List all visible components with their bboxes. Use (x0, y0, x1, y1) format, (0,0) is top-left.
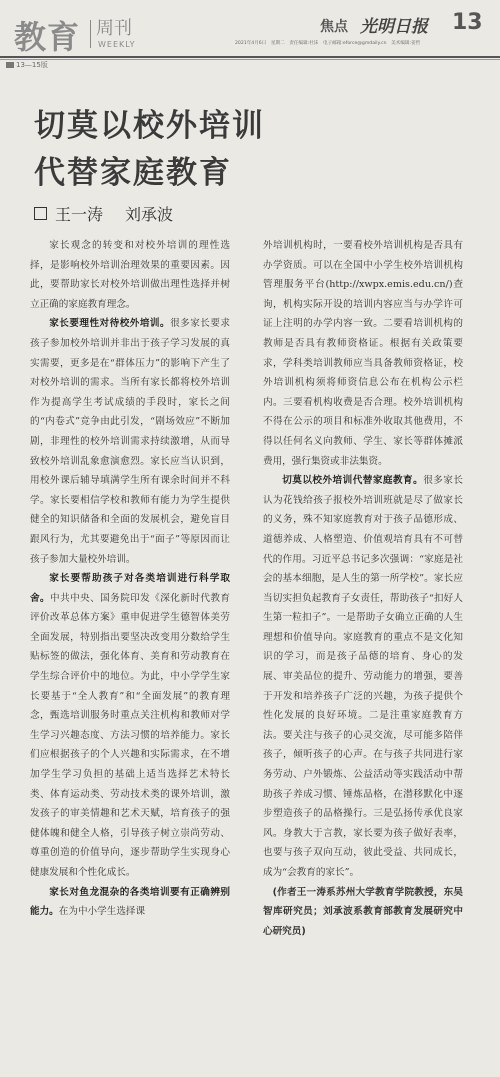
paragraph-lead: 家长要理性对待校外培训。 (49, 318, 171, 330)
author-note: (作者王一涛系苏州大学教育学院教授，东吴智库研究员；刘承波系教育部教育发展研究中心研究员) (263, 886, 463, 937)
author-name: 刘承波 (125, 205, 174, 224)
weekly-label: 周刊 (96, 18, 132, 39)
paragraph-lead: 家长对鱼龙混杂的各类培训要有正确辨别能力。 (30, 886, 230, 918)
byline-box-icon (34, 207, 47, 220)
paragraph-text: 在为中小学生选择课 (58, 906, 146, 918)
section-title: 教育 (14, 18, 81, 56)
article-headline (34, 103, 265, 197)
paragraph-text: 很多家长要求孩子参加校外培训并非出于孩子学习发展的真实需要，更多是在“群体压力”的影响下产生了对校外培训的需求。当所有家长都将校外培训作为提高学生考试成绩的手段时，家长之间的“内卷式”竞争由此引发，“剧场效应”不断加剧，非理性的校外培训需求持续激增，从而导致校外培训乱象愈演愈烈。家长应当认识到，用校外课后辅导填满学生所有课余时间并不科学。家长要相信学校和教师有能力为学生提供健全的知识储备和全面的发展机会，避免盲目跟风行为，尤其要避免出于“面子”等原因而让孩子参加大量校外培训。 (30, 318, 231, 565)
paragraph-text: 外培训机构时，一要看校外培训机构是否具有办学资质。可以在全国中小学生校外培训机构管理服务平台(http://xwpx.emis.edu.cn/)查询，机构实际开设的培训内容应当与办学许可证上注明的办学内容一致。二要看培训机构的教师是否具有教师资格证。根据有关政策要求，学科类培训教师应当具备教师资格证，校外培训机构须将师资信息公布在机构公示栏内。三要看机构收费是否合理。校外培训机构不得在公示的项目和标准外收取其他费用，不得以任何名义向教师、学生、家长等群体摊派费用，强行集资或非法集资。 (263, 240, 463, 467)
article-paragraph (30, 883, 230, 922)
headline-line-1: 切莫以校外培训 (34, 108, 265, 144)
paragraph-text: 家长观念的转变和对校外培训的理性选择，是影响校外培训治理效果的重要因素。因此，要帮助家长对校外培训做出理性选择并树立正确的家庭教育理念。 (30, 240, 230, 310)
masthead (0, 0, 500, 62)
page-range: 13—15版 (6, 60, 48, 70)
byline (34, 202, 187, 225)
paragraph-lead: 家长要帮助孩子对各类培训进行科学取舍。 (30, 573, 230, 604)
article-paragraph (263, 236, 463, 471)
focus-label: 焦点 (320, 19, 348, 35)
masthead-rule (0, 56, 500, 58)
paragraph-text: 中共中央、国务院印发《深化新时代教育评价改革总体方案》重申促进学生德智体美劳全面发展，特别指出要坚决改变用分数给学生贴标签的做法，强化体育、美育和劳动教育在学生综合评价中的地位。为此，中小学学生家长要基于“全人教育”和“全面发展”的教育理念，甄选培训服务时重点关注机构和教师对学生学习兴趣态度、方法习惯的培养能力。家长们应根据孩子的个人兴趣和实际需求，在不增加学生学习负担的基础上适当选择艺术特长类、体育运动类、劳动技术类的课外培训，激发孩子的审美情趣和艺术天赋，培育孩子的强健体魄和健全人格，引导孩子树立崇尚劳动、尊重创造的价值导向，逐步帮助学生实现身心健康发展和个性化成长。 (30, 592, 231, 878)
headline-line-2: 代替家庭教育 (34, 155, 232, 191)
article-paragraph (30, 314, 230, 569)
newspaper-logo: 光明日报 (360, 17, 428, 37)
masthead-divider (90, 20, 91, 48)
page-number: 13 (452, 10, 483, 35)
article-column-right (263, 236, 463, 1066)
article-paragraph (263, 471, 463, 882)
edition-info: 2021年4月6日 星期二 责任编辑:杜沫 电子邮箱:eforce@gmdaily.cn 美术编辑:姜哲 (235, 41, 421, 46)
article-column-left (30, 236, 230, 1066)
weekly-label-en: WEEKLY (98, 40, 136, 49)
paragraph-text: 很多家长认为花钱给孩子报校外培训班就是尽了做家长的义务，殊不知家庭教育对于孩子品德形成、道德养成、人格塑造、价值观培育具有不可替代的作用。习近平总书记多次强调：“家庭是社会的基本细胞，是人生的第一所学校”。家长应当切实担负起教育子女责任，帮助孩子“扣好人生第一粒扣子”。一是帮助子女确立正确的人生理想和价值导向。家庭教育的重点不是文化知识的学习，而是孩子品德的培育、身心的发展、审美品位的提升、劳动能力的增强，要善于开发和培养孩子广泛的兴趣，为孩子提供个性化发展的良好环境。二是注重家庭教育方法。要关注与孩子的心灵交流，尽可能多陪伴孩子，倾听孩子的心声。在与孩子共同进行家务劳动、户外锻炼、公益活动等实践活动中帮助孩子养成习惯、锤炼品格，在潜移默化中逐步塑造孩子的品格操行。三是弘扬传承优良家风。身教大于言教，家长要为孩子做好表率，也要与孩子双向互动，彼此受益、共同成长，成为“会教育的家长”。 (263, 475, 464, 878)
paragraph-lead: 切莫以校外培训代替家庭教育。 (282, 475, 424, 487)
article-paragraph (30, 236, 230, 314)
masthead-rule-thin (0, 59, 500, 60)
author-name: 王一涛 (55, 205, 104, 224)
article-paragraph (30, 569, 230, 883)
